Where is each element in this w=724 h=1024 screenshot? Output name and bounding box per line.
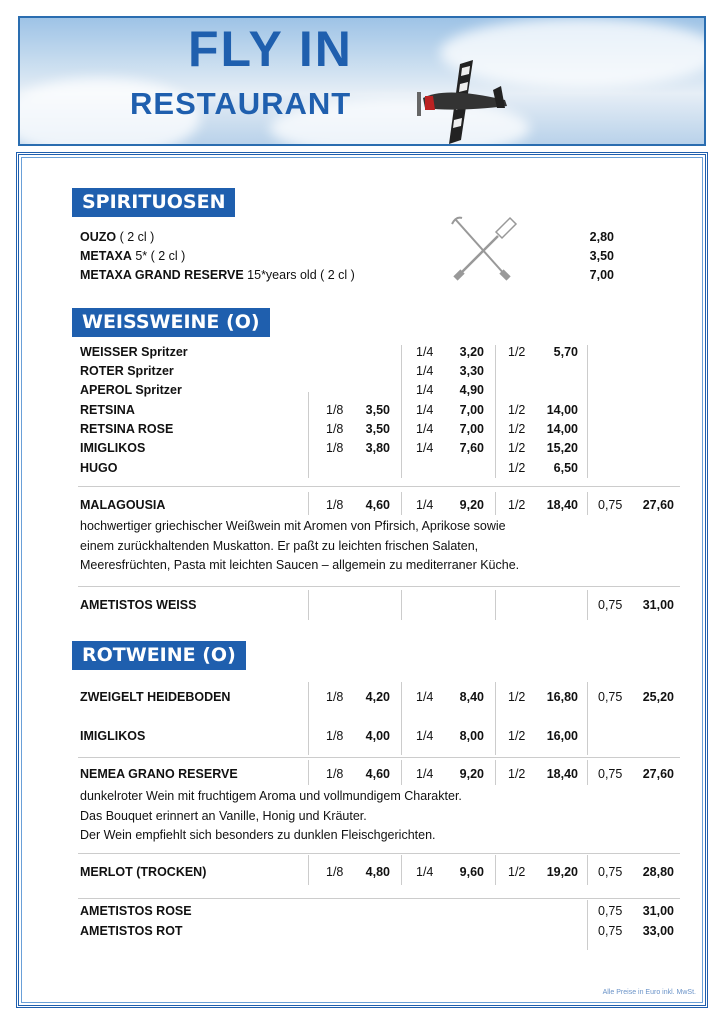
wine-name: HUGO [80,461,118,475]
spirit-detail: ( 2 cl ) [116,230,155,244]
spirit-item [80,229,154,245]
column-divider [587,590,588,620]
serving-size: 0,75 [598,690,623,704]
serving-size: 1/4 [416,422,434,436]
airplane-icon [415,56,515,146]
serving-size: 1/2 [508,441,526,455]
price: 4,00 [365,729,390,743]
row-divider [78,757,680,758]
price: 25,20 [642,690,674,704]
serving-size: 1/4 [416,364,434,378]
price: 31,00 [642,904,674,918]
serving-size: 1/8 [326,690,344,704]
row-divider [78,586,680,587]
serving-size: 1/8 [326,865,344,879]
serving-size: 1/2 [508,403,526,417]
price: 7,00 [459,403,484,417]
column-divider [401,590,402,620]
serving-size: 1/4 [416,403,434,417]
price: 3,50 [365,422,390,436]
spirit-item [80,267,355,283]
restaurant-title: FLY IN [188,21,353,77]
serving-size: 0,75 [598,598,623,612]
price: 33,00 [642,924,674,938]
price: 4,60 [365,767,390,781]
serving-size: 0,75 [598,865,623,879]
column-divider [587,345,588,478]
serving-size: 1/8 [326,441,344,455]
restaurant-subtitle: RESTAURANT [130,86,352,121]
wine-name: IMIGLIKOS [80,441,146,455]
wine-name: WEISSER Spritzer [80,345,188,359]
wine-name: IMIGLIKOS [80,729,146,743]
spirit-price: 2,80 [589,230,614,244]
price: 18,40 [546,767,578,781]
serving-size: 1/8 [326,422,344,436]
price: 6,50 [553,461,578,475]
serving-size: 1/2 [508,729,526,743]
price: 3,20 [459,345,484,359]
column-divider [308,492,309,515]
price: 8,40 [459,690,484,704]
wine-name: APEROL Spritzer [80,383,182,397]
price: 16,00 [546,729,578,743]
column-divider [308,682,309,755]
column-divider [587,900,588,950]
wine-name: RETSINA ROSE [80,422,174,436]
price: 19,20 [546,865,578,879]
price: 3,50 [365,403,390,417]
serving-size: 1/2 [508,345,526,359]
header-banner [18,16,706,146]
serving-size: 1/2 [508,767,526,781]
serving-size: 0,75 [598,904,623,918]
column-divider [495,760,496,785]
serving-size: 1/2 [508,690,526,704]
column-divider [308,392,309,478]
wine-name: ROTER Spritzer [80,364,174,378]
price: 27,60 [642,767,674,781]
spirit-price: 3,50 [589,249,614,263]
serving-size: 1/8 [326,729,344,743]
price: 3,80 [365,441,390,455]
price: 3,30 [459,364,484,378]
price: 15,20 [546,441,578,455]
price: 4,20 [365,690,390,704]
spirit-name: OUZO [80,230,117,244]
price: 9,20 [459,767,484,781]
price: 7,60 [459,441,484,455]
wine-name: AMETISTOS WEISS [80,598,197,612]
wine-name: MALAGOUSIA [80,498,166,512]
serving-size: 1/4 [416,441,434,455]
wine-name: AMETISTOS ROT [80,924,183,938]
price: 7,00 [459,422,484,436]
description-line: einem zurückhaltenden Muskatton. Er paßt zu leichten frischen Salaten, [80,538,479,553]
price: 31,00 [642,598,674,612]
row-divider [78,898,680,899]
column-divider [587,682,588,755]
wine-name: AMETISTOS ROSE [80,904,192,918]
price: 9,20 [459,498,484,512]
price: 4,80 [365,865,390,879]
price: 8,00 [459,729,484,743]
nemea-description [80,787,462,846]
description-line: dunkelroter Wein mit fruchtigem Aroma und vollmundigem Charakter. [80,789,462,803]
serving-size: 1/4 [416,865,434,879]
column-divider [308,855,309,885]
serving-size: 0,75 [598,924,623,938]
spirit-detail: 15*years old ( 2 cl ) [243,268,355,282]
price: 14,00 [546,403,578,417]
row-divider [78,486,680,487]
spirit-name: METAXA [80,249,132,263]
column-divider [495,492,496,515]
price: 5,70 [553,345,578,359]
price: 14,00 [546,422,578,436]
serving-size: 1/2 [508,498,526,512]
spirit-item [80,248,185,264]
column-divider [495,345,496,478]
price: 27,60 [642,498,674,512]
column-divider [401,345,402,478]
column-divider [401,682,402,755]
price: 18,40 [546,498,578,512]
price: 9,60 [459,865,484,879]
price: 4,90 [459,383,484,397]
wine-name: RETSINA [80,403,135,417]
serving-size: 1/2 [508,461,526,475]
serving-size: 1/4 [416,767,434,781]
column-divider [495,682,496,755]
price: 4,60 [365,498,390,512]
column-divider [587,760,588,785]
description-line: Der Wein empfiehlt sich besonders zu dunklen Fleischgerichten. [80,828,436,842]
column-divider [495,855,496,885]
description-line: Das Bouquet erinnert an Vanille, Honig und Kräuter. [80,808,367,823]
column-divider [401,855,402,885]
serving-size: 1/8 [326,498,344,512]
section-heading-red-wines: ROTWEINE (O) [72,641,246,670]
row-divider [78,853,680,854]
wine-name: NEMEA GRANO RESERVE [80,767,238,781]
serving-size: 1/4 [416,498,434,512]
spirit-detail: 5* ( 2 cl ) [131,249,186,263]
serving-size: 0,75 [598,498,623,512]
serving-size: 1/8 [326,403,344,417]
serving-size: 1/4 [416,345,434,359]
description-line: Meeresfrüchten, Pasta mit leichten Saucen – allgemein zu mediterraner Küche. [80,558,520,572]
column-divider [495,590,496,620]
column-divider [308,590,309,620]
price: 28,80 [642,865,674,879]
serving-size: 0,75 [598,767,623,781]
column-divider [587,855,588,885]
price-note: Alle Preise in Euro inkl. MwSt. [602,989,696,996]
wine-name: MERLOT (TROCKEN) [80,865,207,879]
spirit-price: 7,00 [589,268,614,282]
column-divider [587,492,588,515]
serving-size: 1/8 [326,767,344,781]
serving-size: 1/4 [416,690,434,704]
serving-size: 1/4 [416,729,434,743]
column-divider [401,492,402,515]
serving-size: 1/2 [508,422,526,436]
section-heading-spirits: SPIRITUOSEN [72,188,235,217]
malagousia-description [80,517,519,576]
spirit-name: METAXA GRAND RESERVE [80,268,244,282]
wine-name: ZWEIGELT HEIDEBODEN [80,690,231,704]
column-divider [308,760,309,785]
column-divider [401,760,402,785]
price: 16,80 [546,690,578,704]
serving-size: 1/2 [508,865,526,879]
bbq-utensils-icon [448,214,518,284]
serving-size: 1/4 [416,383,434,397]
description-line: hochwertiger griechischer Weißwein mit Aromen von Pfirsich, Aprikose sowie [80,519,506,533]
section-heading-white-wines: WEISSWEINE (O) [72,308,270,337]
